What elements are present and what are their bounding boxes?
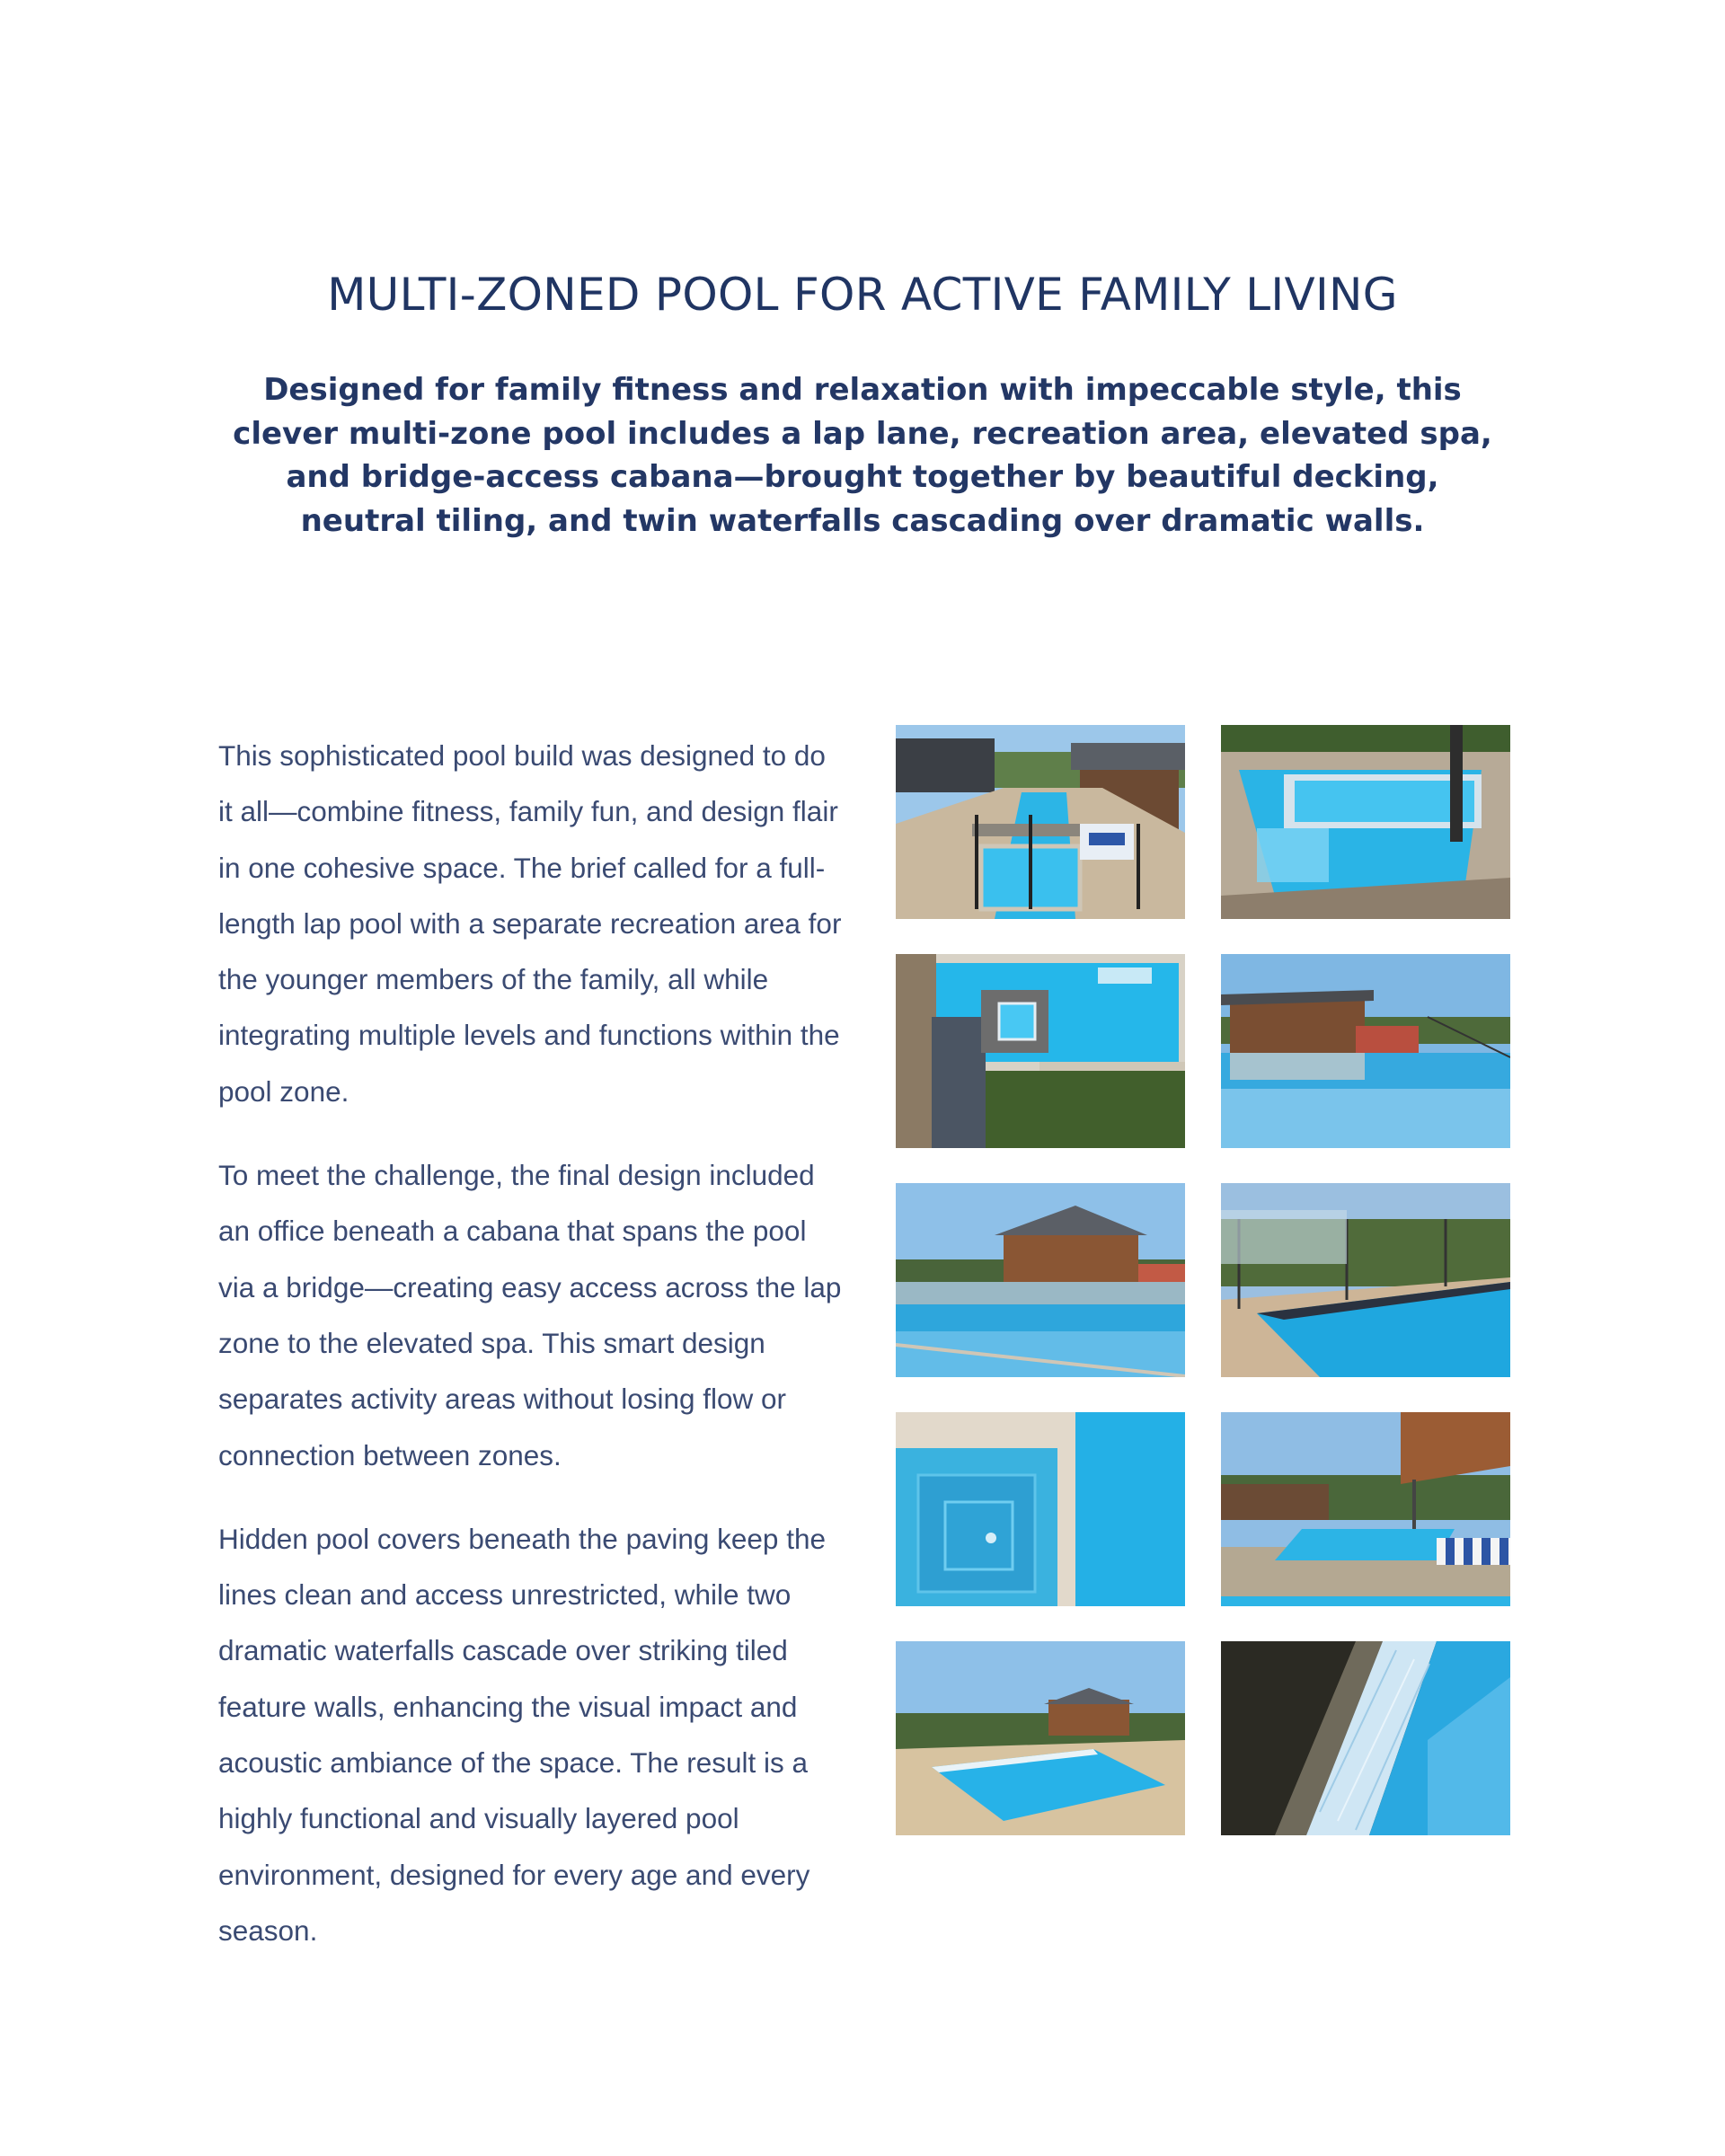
page-subtitle: Designed for family fitness and relaxation with impeccable style, this clever multi-zone pool includes a lap lane, recreation area, elevated spa, and bridge-access cabana—brought together by beautiful decking, neutral tiling, and twin waterfalls cascading over dramatic walls. (233, 372, 1492, 539)
description-paragraph-1: This sophisticated pool build was designed to do it all—combine fitness, family fun, and design flair in one cohesive space. The brief called for a full-length lap pool with a separate recreation area for the younger members of the family, all while integrating multiple levels and functions within the pool zone. (218, 739, 842, 1108)
gallery-photo-aerial-view[interactable] (896, 954, 1185, 1148)
description-paragraph-2: To meet the challenge, the final design included an office beneath a cabana that spans the pool via a bridge—creating easy access across the lap zone to the elevated spa. This smart design separates activity areas without losing flow or connection between zones. (218, 1159, 842, 1471)
gallery-photo-cabana-view[interactable] (896, 1183, 1185, 1377)
description-column (218, 728, 847, 1986)
gallery-photo-deck-towels[interactable] (1221, 1412, 1510, 1606)
gallery-photo-lap-pool-cabana[interactable] (896, 725, 1185, 919)
photo-gallery (896, 725, 1512, 1837)
gallery-photo-cabana-reflection[interactable] (1221, 954, 1510, 1148)
gallery-photo-pool-overview[interactable] (896, 1641, 1185, 1835)
page-title: MULTI-ZONED POOL FOR ACTIVE FAMILY LIVING (327, 268, 1398, 321)
gallery-photo-mosaic-tile-edge[interactable] (1221, 1641, 1510, 1835)
gallery-photo-lap-lane[interactable] (1221, 1183, 1510, 1377)
description-paragraph-3: Hidden pool covers beneath the paving keep the lines clean and access unrestricted, while two dramatic waterfalls cascade over striking tiled feature walls, enhancing the visual impact and acoustic ambiance of the space. The result is a highly functional and visually layered pool environment, designed for every age and every season. (218, 1522, 826, 1947)
gallery-photo-spa-detail[interactable] (896, 1412, 1185, 1606)
gallery-photo-spa-waterfall[interactable] (1221, 725, 1510, 919)
